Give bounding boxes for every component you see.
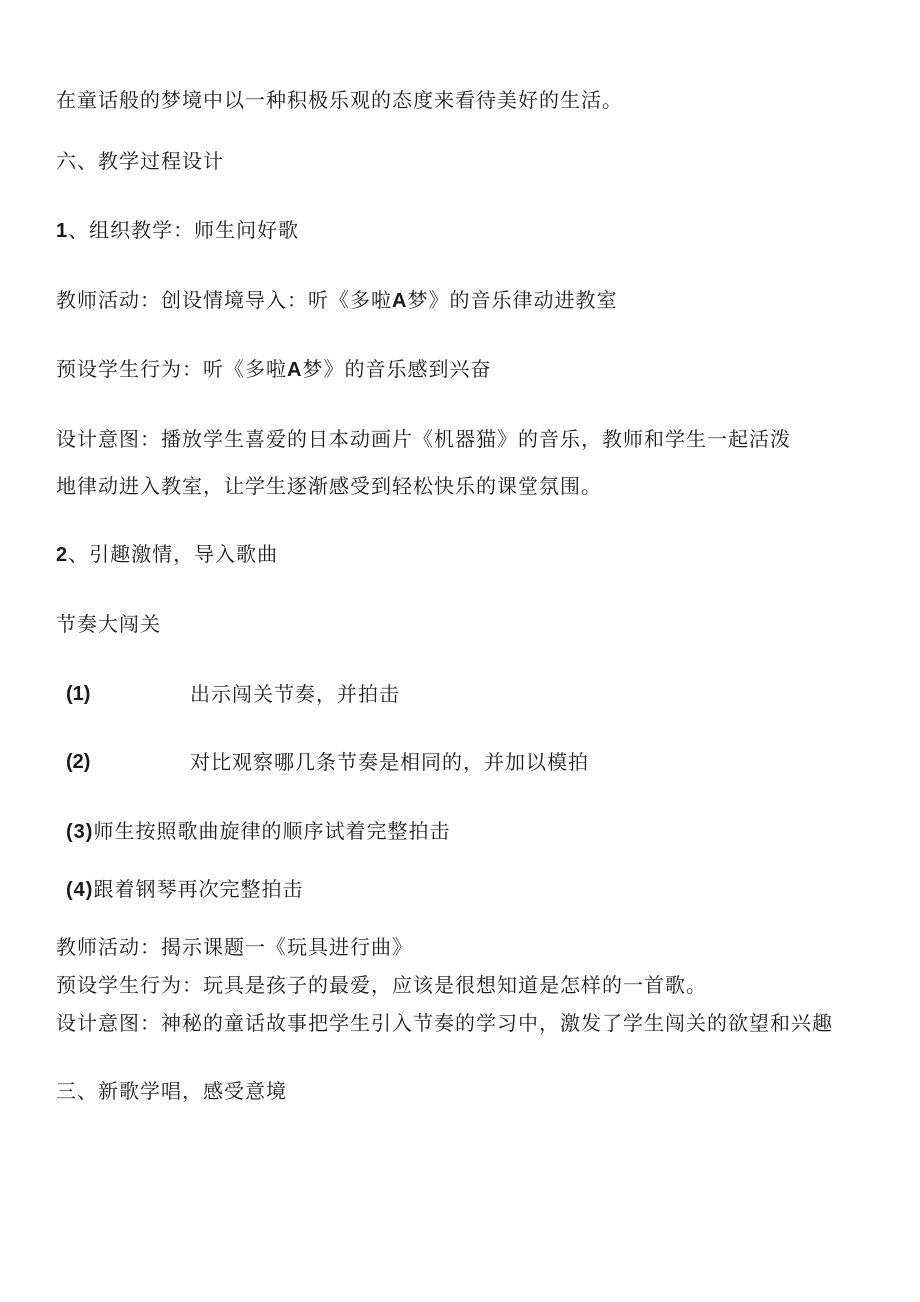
list-item-3-number: (3) — [66, 821, 94, 843]
list-item-2-number: (2) — [66, 751, 91, 773]
design-intent-1-line-1: 设计意图：播放学生喜爱的日本动画片《机器猫》的音乐，教师和学生一起活泼 — [56, 427, 791, 451]
rhythm-challenge-title: 节奏大闯关 — [56, 612, 161, 636]
design-intent-2: 设计意图：神秘的童话故事把学生引入节奏的学习中，激发了学生闯关的欲望和兴趣 — [56, 1011, 833, 1035]
list-item-4-number: (4) — [66, 879, 94, 901]
teacher-activity-2: 教师活动：揭示课题一《玩具进行曲》 — [56, 935, 413, 959]
list-item-3 — [66, 819, 450, 844]
heading-new-song: 三、新歌学唱，感受意境 — [56, 1079, 287, 1103]
section-1-number: 1 — [56, 220, 69, 242]
heading-teaching-process: 六、教学过程设计 — [56, 149, 224, 173]
section-1-heading — [56, 218, 299, 243]
teacher-activity-1-pre: 教师活动：创设情境导入：听《多啦 — [56, 288, 392, 312]
list-item-3-text: 师生按照歌曲旋律的顺序试着完整拍击 — [93, 819, 451, 843]
student-behavior-1-post: 梦》的音乐感到兴奋 — [302, 357, 492, 381]
design-intent-1-line-2: 地律动进入教室，让学生逐渐感受到轻松快乐的课堂氛围。 — [56, 474, 602, 498]
student-behavior-1-pre: 预设学生行为：听《多啦 — [56, 357, 287, 381]
teacher-activity-1-post: 梦》的音乐律动进教室 — [407, 288, 618, 312]
list-item-1-text: 出示闯关节奏，并拍击 — [190, 682, 400, 706]
section-1-title: 、组织教学：师生问好歌 — [68, 218, 300, 242]
list-item-1-number: (1) — [66, 683, 91, 705]
list-item-4 — [66, 877, 303, 902]
section-2-heading — [56, 542, 278, 567]
student-behavior-1 — [56, 357, 491, 382]
list-item-2-text: 对比观察哪几条节奏是相同的，并加以模拍 — [190, 750, 589, 774]
section-2-title: 、引趣激情，导入歌曲 — [68, 542, 279, 566]
paragraph-intro: 在童话般的梦境中以一种积极乐观的态度来看待美好的生活。 — [56, 88, 623, 112]
student-behavior-1-a: A — [287, 359, 303, 381]
list-item-4-text: 跟着钢琴再次完整拍击 — [93, 877, 304, 901]
teacher-activity-1 — [56, 288, 617, 313]
teacher-activity-1-a: A — [392, 290, 408, 312]
section-2-number: 2 — [56, 544, 69, 566]
student-behavior-2: 预设学生行为：玩具是孩子的最爱，应该是很想知道是怎样的一首歌。 — [56, 973, 707, 997]
